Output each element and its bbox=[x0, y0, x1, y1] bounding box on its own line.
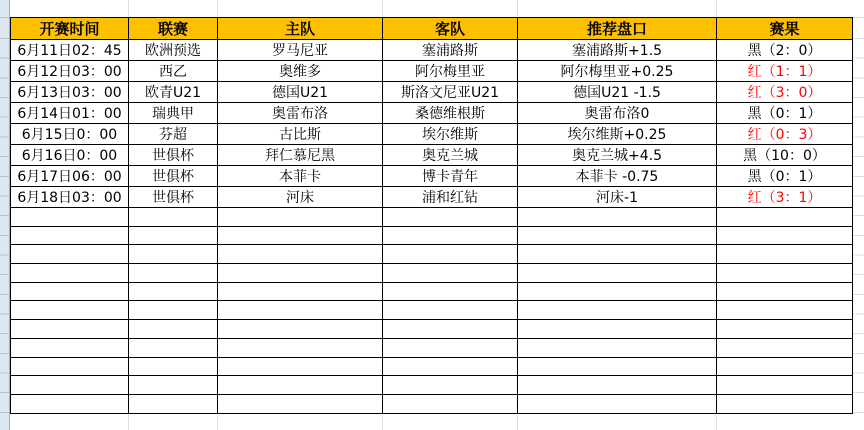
match-row bbox=[11, 82, 853, 103]
empty-cell[interactable] bbox=[11, 301, 129, 320]
empty-cell[interactable] bbox=[717, 282, 853, 301]
empty-cell[interactable] bbox=[383, 394, 518, 413]
empty-cell[interactable] bbox=[218, 394, 383, 413]
cell-handicap[interactable]: 阿尔梅里亚+0.25 bbox=[518, 61, 717, 82]
empty-row bbox=[11, 357, 853, 376]
header-away-team[interactable]: 客队 bbox=[383, 18, 518, 40]
matches-table bbox=[10, 17, 853, 414]
cell-home-team[interactable]: 德国U21 bbox=[218, 82, 383, 103]
cell-home-team[interactable]: 罗马尼亚 bbox=[218, 40, 383, 61]
header-handicap[interactable]: 推荐盘口 bbox=[518, 18, 717, 40]
empty-cell[interactable] bbox=[129, 320, 218, 339]
empty-cell[interactable] bbox=[383, 338, 518, 357]
empty-cell[interactable] bbox=[218, 245, 383, 264]
empty-cell[interactable] bbox=[717, 301, 853, 320]
empty-cell[interactable] bbox=[717, 245, 853, 264]
empty-cell[interactable] bbox=[11, 208, 129, 227]
right-gridline-strip[interactable] bbox=[852, 0, 864, 430]
empty-cell[interactable] bbox=[717, 320, 853, 339]
empty-cell[interactable] bbox=[383, 282, 518, 301]
empty-cell[interactable] bbox=[383, 357, 518, 376]
empty-cell[interactable] bbox=[383, 208, 518, 227]
cell-time[interactable]: 6月15日0：00 bbox=[11, 124, 129, 145]
match-row bbox=[11, 124, 853, 145]
cell-league[interactable]: 世俱杯 bbox=[129, 166, 218, 187]
empty-cell[interactable] bbox=[11, 376, 129, 395]
gridline bbox=[716, 413, 717, 430]
empty-cell[interactable] bbox=[129, 264, 218, 283]
cell-away-team[interactable]: 博卡青年 bbox=[383, 166, 518, 187]
match-row bbox=[11, 61, 853, 82]
empty-row bbox=[11, 245, 853, 264]
gridline bbox=[382, 0, 383, 17]
cell-away-team[interactable]: 斯洛文尼亚U21 bbox=[383, 82, 518, 103]
gridline bbox=[217, 413, 218, 430]
cell-time[interactable]: 6月17日06：00 bbox=[11, 166, 129, 187]
cell-result[interactable]: 黑（0：1） bbox=[717, 166, 853, 187]
empty-cell[interactable] bbox=[11, 394, 129, 413]
cell-time[interactable]: 6月13日03：00 bbox=[11, 82, 129, 103]
empty-cell[interactable] bbox=[11, 226, 129, 245]
empty-cell[interactable] bbox=[717, 338, 853, 357]
empty-cell[interactable] bbox=[717, 226, 853, 245]
empty-row bbox=[11, 226, 853, 245]
empty-cell[interactable] bbox=[218, 320, 383, 339]
empty-cell[interactable] bbox=[218, 338, 383, 357]
empty-cell[interactable] bbox=[383, 264, 518, 283]
gridline bbox=[128, 0, 129, 17]
cell-handicap[interactable]: 本菲卡 -0.75 bbox=[518, 166, 717, 187]
empty-cell[interactable] bbox=[518, 357, 717, 376]
header-result[interactable]: 赛果 bbox=[717, 18, 853, 40]
cell-league[interactable]: 瑞典甲 bbox=[129, 103, 218, 124]
gridline bbox=[517, 0, 518, 17]
empty-cell[interactable] bbox=[129, 394, 218, 413]
empty-cell[interactable] bbox=[129, 301, 218, 320]
empty-cell[interactable] bbox=[11, 357, 129, 376]
empty-cell[interactable] bbox=[218, 282, 383, 301]
empty-cell[interactable] bbox=[218, 208, 383, 227]
cell-home-team[interactable]: 河床 bbox=[218, 187, 383, 208]
empty-cell[interactable] bbox=[129, 376, 218, 395]
cell-handicap[interactable]: 塞浦路斯+1.5 bbox=[518, 40, 717, 61]
empty-cell[interactable] bbox=[11, 245, 129, 264]
cell-handicap[interactable]: 奥雷布洛0 bbox=[518, 103, 717, 124]
empty-row bbox=[11, 282, 853, 301]
cell-handicap[interactable]: 埃尔维斯+0.25 bbox=[518, 124, 717, 145]
empty-cell[interactable] bbox=[129, 226, 218, 245]
cell-result[interactable]: 红（3：0） bbox=[717, 82, 853, 103]
row-header-strip[interactable] bbox=[0, 0, 10, 430]
empty-row bbox=[11, 338, 853, 357]
empty-cell[interactable] bbox=[218, 226, 383, 245]
cell-away-team[interactable]: 阿尔梅里亚 bbox=[383, 61, 518, 82]
cell-home-team[interactable]: 奥维多 bbox=[218, 61, 383, 82]
empty-cell[interactable] bbox=[717, 376, 853, 395]
empty-cell[interactable] bbox=[717, 208, 853, 227]
empty-cell[interactable] bbox=[518, 301, 717, 320]
empty-cell[interactable] bbox=[717, 394, 853, 413]
cell-handicap[interactable]: 奥克兰城+4.5 bbox=[518, 145, 717, 166]
empty-cell[interactable] bbox=[11, 338, 129, 357]
empty-cell[interactable] bbox=[11, 282, 129, 301]
cell-time[interactable]: 6月18日03：00 bbox=[11, 187, 129, 208]
empty-cell[interactable] bbox=[518, 264, 717, 283]
cell-time[interactable]: 6月11日02：45 bbox=[11, 40, 129, 61]
cell-league[interactable]: 西乙 bbox=[129, 61, 218, 82]
empty-cell[interactable] bbox=[518, 320, 717, 339]
cell-away-team[interactable]: 埃尔维斯 bbox=[383, 124, 518, 145]
empty-cell[interactable] bbox=[11, 264, 129, 283]
empty-cell[interactable] bbox=[129, 357, 218, 376]
empty-cell[interactable] bbox=[129, 338, 218, 357]
cell-away-team[interactable]: 桑德维根斯 bbox=[383, 103, 518, 124]
gridline bbox=[128, 413, 129, 430]
cell-home-team[interactable]: 本菲卡 bbox=[218, 166, 383, 187]
cell-home-team[interactable]: 奥雷布洛 bbox=[218, 103, 383, 124]
empty-cell[interactable] bbox=[518, 282, 717, 301]
cell-league[interactable]: 世俱杯 bbox=[129, 187, 218, 208]
cell-league[interactable]: 芬超 bbox=[129, 124, 218, 145]
match-row bbox=[11, 145, 853, 166]
empty-cell[interactable] bbox=[717, 357, 853, 376]
cell-handicap[interactable]: 河床-1 bbox=[518, 187, 717, 208]
empty-cell[interactable] bbox=[129, 245, 218, 264]
cell-result[interactable]: 红（3：1） bbox=[717, 187, 853, 208]
cell-home-team[interactable]: 古比斯 bbox=[218, 124, 383, 145]
empty-cell[interactable] bbox=[383, 301, 518, 320]
empty-row bbox=[11, 376, 853, 395]
cell-result[interactable]: 黑（0：1） bbox=[717, 103, 853, 124]
cell-result[interactable]: 黑（2：0） bbox=[717, 40, 853, 61]
empty-cell[interactable] bbox=[383, 376, 518, 395]
cell-handicap[interactable]: 德国U21 -1.5 bbox=[518, 82, 717, 103]
empty-cell[interactable] bbox=[218, 357, 383, 376]
cell-time[interactable]: 6月16日0：00 bbox=[11, 145, 129, 166]
empty-cell[interactable] bbox=[11, 320, 129, 339]
header-league[interactable]: 联赛 bbox=[129, 18, 218, 40]
empty-cell[interactable] bbox=[518, 394, 717, 413]
match-row bbox=[11, 103, 853, 124]
gridline bbox=[217, 0, 218, 17]
empty-cell[interactable] bbox=[717, 264, 853, 283]
match-row bbox=[11, 187, 853, 208]
gridline bbox=[382, 413, 383, 430]
header-time[interactable]: 开赛时间 bbox=[11, 18, 129, 40]
empty-cell[interactable] bbox=[383, 320, 518, 339]
empty-cell[interactable] bbox=[518, 376, 717, 395]
cell-league[interactable]: 欧洲预选 bbox=[129, 40, 218, 61]
cell-away-team[interactable]: 浦和红钻 bbox=[383, 187, 518, 208]
cell-away-team[interactable]: 奥克兰城 bbox=[383, 145, 518, 166]
match-row bbox=[11, 166, 853, 187]
empty-cell[interactable] bbox=[218, 264, 383, 283]
cell-away-team[interactable]: 塞浦路斯 bbox=[383, 40, 518, 61]
empty-cell[interactable] bbox=[129, 282, 218, 301]
cell-home-team[interactable]: 拜仁慕尼黑 bbox=[218, 145, 383, 166]
empty-row bbox=[11, 208, 853, 227]
empty-row bbox=[11, 320, 853, 339]
match-row bbox=[11, 40, 853, 61]
cell-time[interactable]: 6月12日03：00 bbox=[11, 61, 129, 82]
empty-row bbox=[11, 301, 853, 320]
empty-cell[interactable] bbox=[518, 245, 717, 264]
gridline bbox=[716, 0, 717, 17]
cell-time[interactable]: 6月14日01：00 bbox=[11, 103, 129, 124]
empty-cell[interactable] bbox=[218, 376, 383, 395]
header-home-team[interactable]: 主队 bbox=[218, 18, 383, 40]
empty-cell[interactable] bbox=[518, 226, 717, 245]
cell-result[interactable]: 红（1：1） bbox=[717, 61, 853, 82]
empty-row bbox=[11, 264, 853, 283]
empty-cell[interactable] bbox=[218, 301, 383, 320]
cell-result[interactable]: 红（0：3） bbox=[717, 124, 853, 145]
gridline bbox=[517, 413, 518, 430]
empty-cell[interactable] bbox=[383, 226, 518, 245]
header-row bbox=[11, 18, 853, 40]
empty-cell[interactable] bbox=[518, 338, 717, 357]
cell-league[interactable]: 欧青U21 bbox=[129, 82, 218, 103]
cell-league[interactable]: 世俱杯 bbox=[129, 145, 218, 166]
empty-cell[interactable] bbox=[383, 245, 518, 264]
empty-row bbox=[11, 394, 853, 413]
empty-cell[interactable] bbox=[518, 208, 717, 227]
empty-cell[interactable] bbox=[129, 208, 218, 227]
cell-result[interactable]: 黑（10：0） bbox=[717, 145, 853, 166]
